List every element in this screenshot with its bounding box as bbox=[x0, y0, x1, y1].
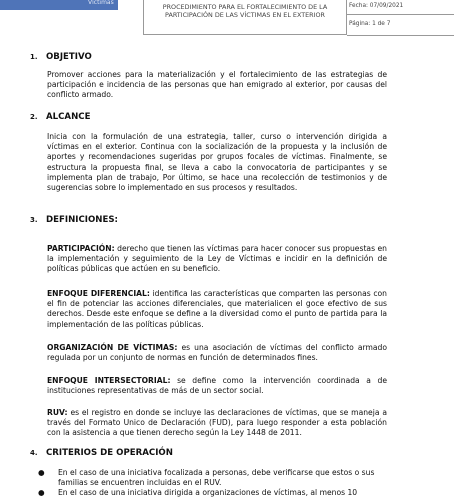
section-title: ALCANCE bbox=[46, 112, 91, 122]
section-heading-definiciones bbox=[30, 215, 118, 225]
section-heading-objetivo bbox=[30, 52, 92, 62]
definition-participacion bbox=[47, 244, 387, 275]
bullet-icon: ● bbox=[38, 488, 45, 498]
definition-term: PARTICIPACIÓN: bbox=[47, 244, 115, 253]
section-title: OBJETIVO bbox=[46, 52, 92, 62]
section-title: CRITERIOS DE OPERACIÓN bbox=[46, 448, 173, 458]
section-number: 4. bbox=[30, 449, 38, 457]
section-number: 3. bbox=[30, 216, 38, 224]
document-title bbox=[143, 0, 347, 35]
section-heading-criterios bbox=[30, 448, 173, 458]
section-number: 1. bbox=[30, 53, 38, 61]
list-item bbox=[38, 488, 398, 498]
definition-organizacion bbox=[47, 343, 387, 363]
header-divider bbox=[347, 14, 454, 15]
list-item-text: En el caso de una iniciativa dirigida a organizaciones de víctimas, al menos 10 bbox=[58, 488, 358, 498]
fecha-field: Fecha: 07/09/2021 bbox=[349, 3, 404, 9]
criterios-list bbox=[38, 468, 398, 499]
definition-enfoque-diferencial bbox=[47, 289, 387, 330]
header-bottom-line bbox=[347, 35, 454, 36]
list-item bbox=[38, 468, 398, 488]
definition-text: es el registro en donde se incluye las declaraciones de víctimas, que se maneja a través del Formato Unico de Declaración (FUD), para luego responder a esta población con la asistencia a que tienen derecho según la Ley 1448 de 2011. bbox=[47, 408, 387, 438]
section-title: DEFINICIONES: bbox=[46, 215, 118, 225]
definition-term: ORGANIZACIÓN DE VÍCTIMAS: bbox=[47, 343, 178, 352]
definition-text: es una asociación de víctimas del conflicto armado regulada por un conjunto de normas en función de determinados fines. bbox=[47, 343, 388, 363]
logo-text: Víctimas bbox=[88, 0, 114, 6]
document-header bbox=[0, 0, 454, 36]
title-line-1: PROCEDIMIENTO PARA EL FORTALECIMIENTO DE LA bbox=[162, 3, 328, 11]
bullet-icon: ● bbox=[38, 468, 45, 477]
definition-term: ENFOQUE INTERSECTORIAL: bbox=[47, 376, 171, 385]
definition-ruv bbox=[47, 408, 387, 439]
list-item-text: En el caso de una iniciativa focalizada a personas, debe verificarse que estos o sus familias se encuentren incluidas en el RUV. bbox=[58, 468, 375, 488]
definition-term: RUV: bbox=[47, 408, 68, 417]
section-heading-alcance bbox=[30, 112, 90, 122]
definition-enfoque-intersectorial bbox=[47, 376, 387, 396]
title-line-2: PARTICIPACIÓN DE LAS VÍCTIMAS EN EL EXTERIOR bbox=[165, 11, 325, 19]
alcance-text: Inicia con la formulación de una estrategia, taller, curso o intervención dirigida a víctimas en el exterior. Continua con la socialización de la propuesta y la inclusión de aportes y recomendaciones sugeridas por grupos focales de víctimas. Finalmente, se estructura la propuesta final, se lleva a cabo la convocatoria de participantes y se implementa plan de trabajo, Por último, se hace una recolección de testimonios y de sugerencias sobre lo implementado en sus procesos y resultados. bbox=[47, 132, 387, 193]
definition-text: identifica las características que comparten las personas con el fin de potenciar las acciones diferenciales, que materialicen el goce efectivo de sus derechos. Desde este enfoque se define a la diversidad como el punto de partida para la implementación de las políticas públicas. bbox=[47, 289, 387, 329]
pagina-field: Página: 1 de 7 bbox=[349, 21, 391, 27]
definition-text: se define como la intervención coordinada a de instituciones representativas de más de un sector social. bbox=[47, 376, 388, 396]
logo bbox=[0, 0, 118, 10]
objetivo-text: Promover acciones para la materialización y el fortalecimiento de las estrategias de participación e incidencia de las personas que han emigrado al exterior, por causas del conflicto armado. bbox=[47, 70, 387, 100]
definition-term: ENFOQUE DIFERENCIAL: bbox=[47, 289, 150, 298]
definition-text: derecho que tienen las víctimas para hacer conocer sus propuestas en la implementación y seguimiento de la Ley de Víctimas e incidir en la definición de políticas públicas que actúen en su beneficio. bbox=[47, 244, 387, 274]
section-number: 2. bbox=[30, 113, 38, 121]
